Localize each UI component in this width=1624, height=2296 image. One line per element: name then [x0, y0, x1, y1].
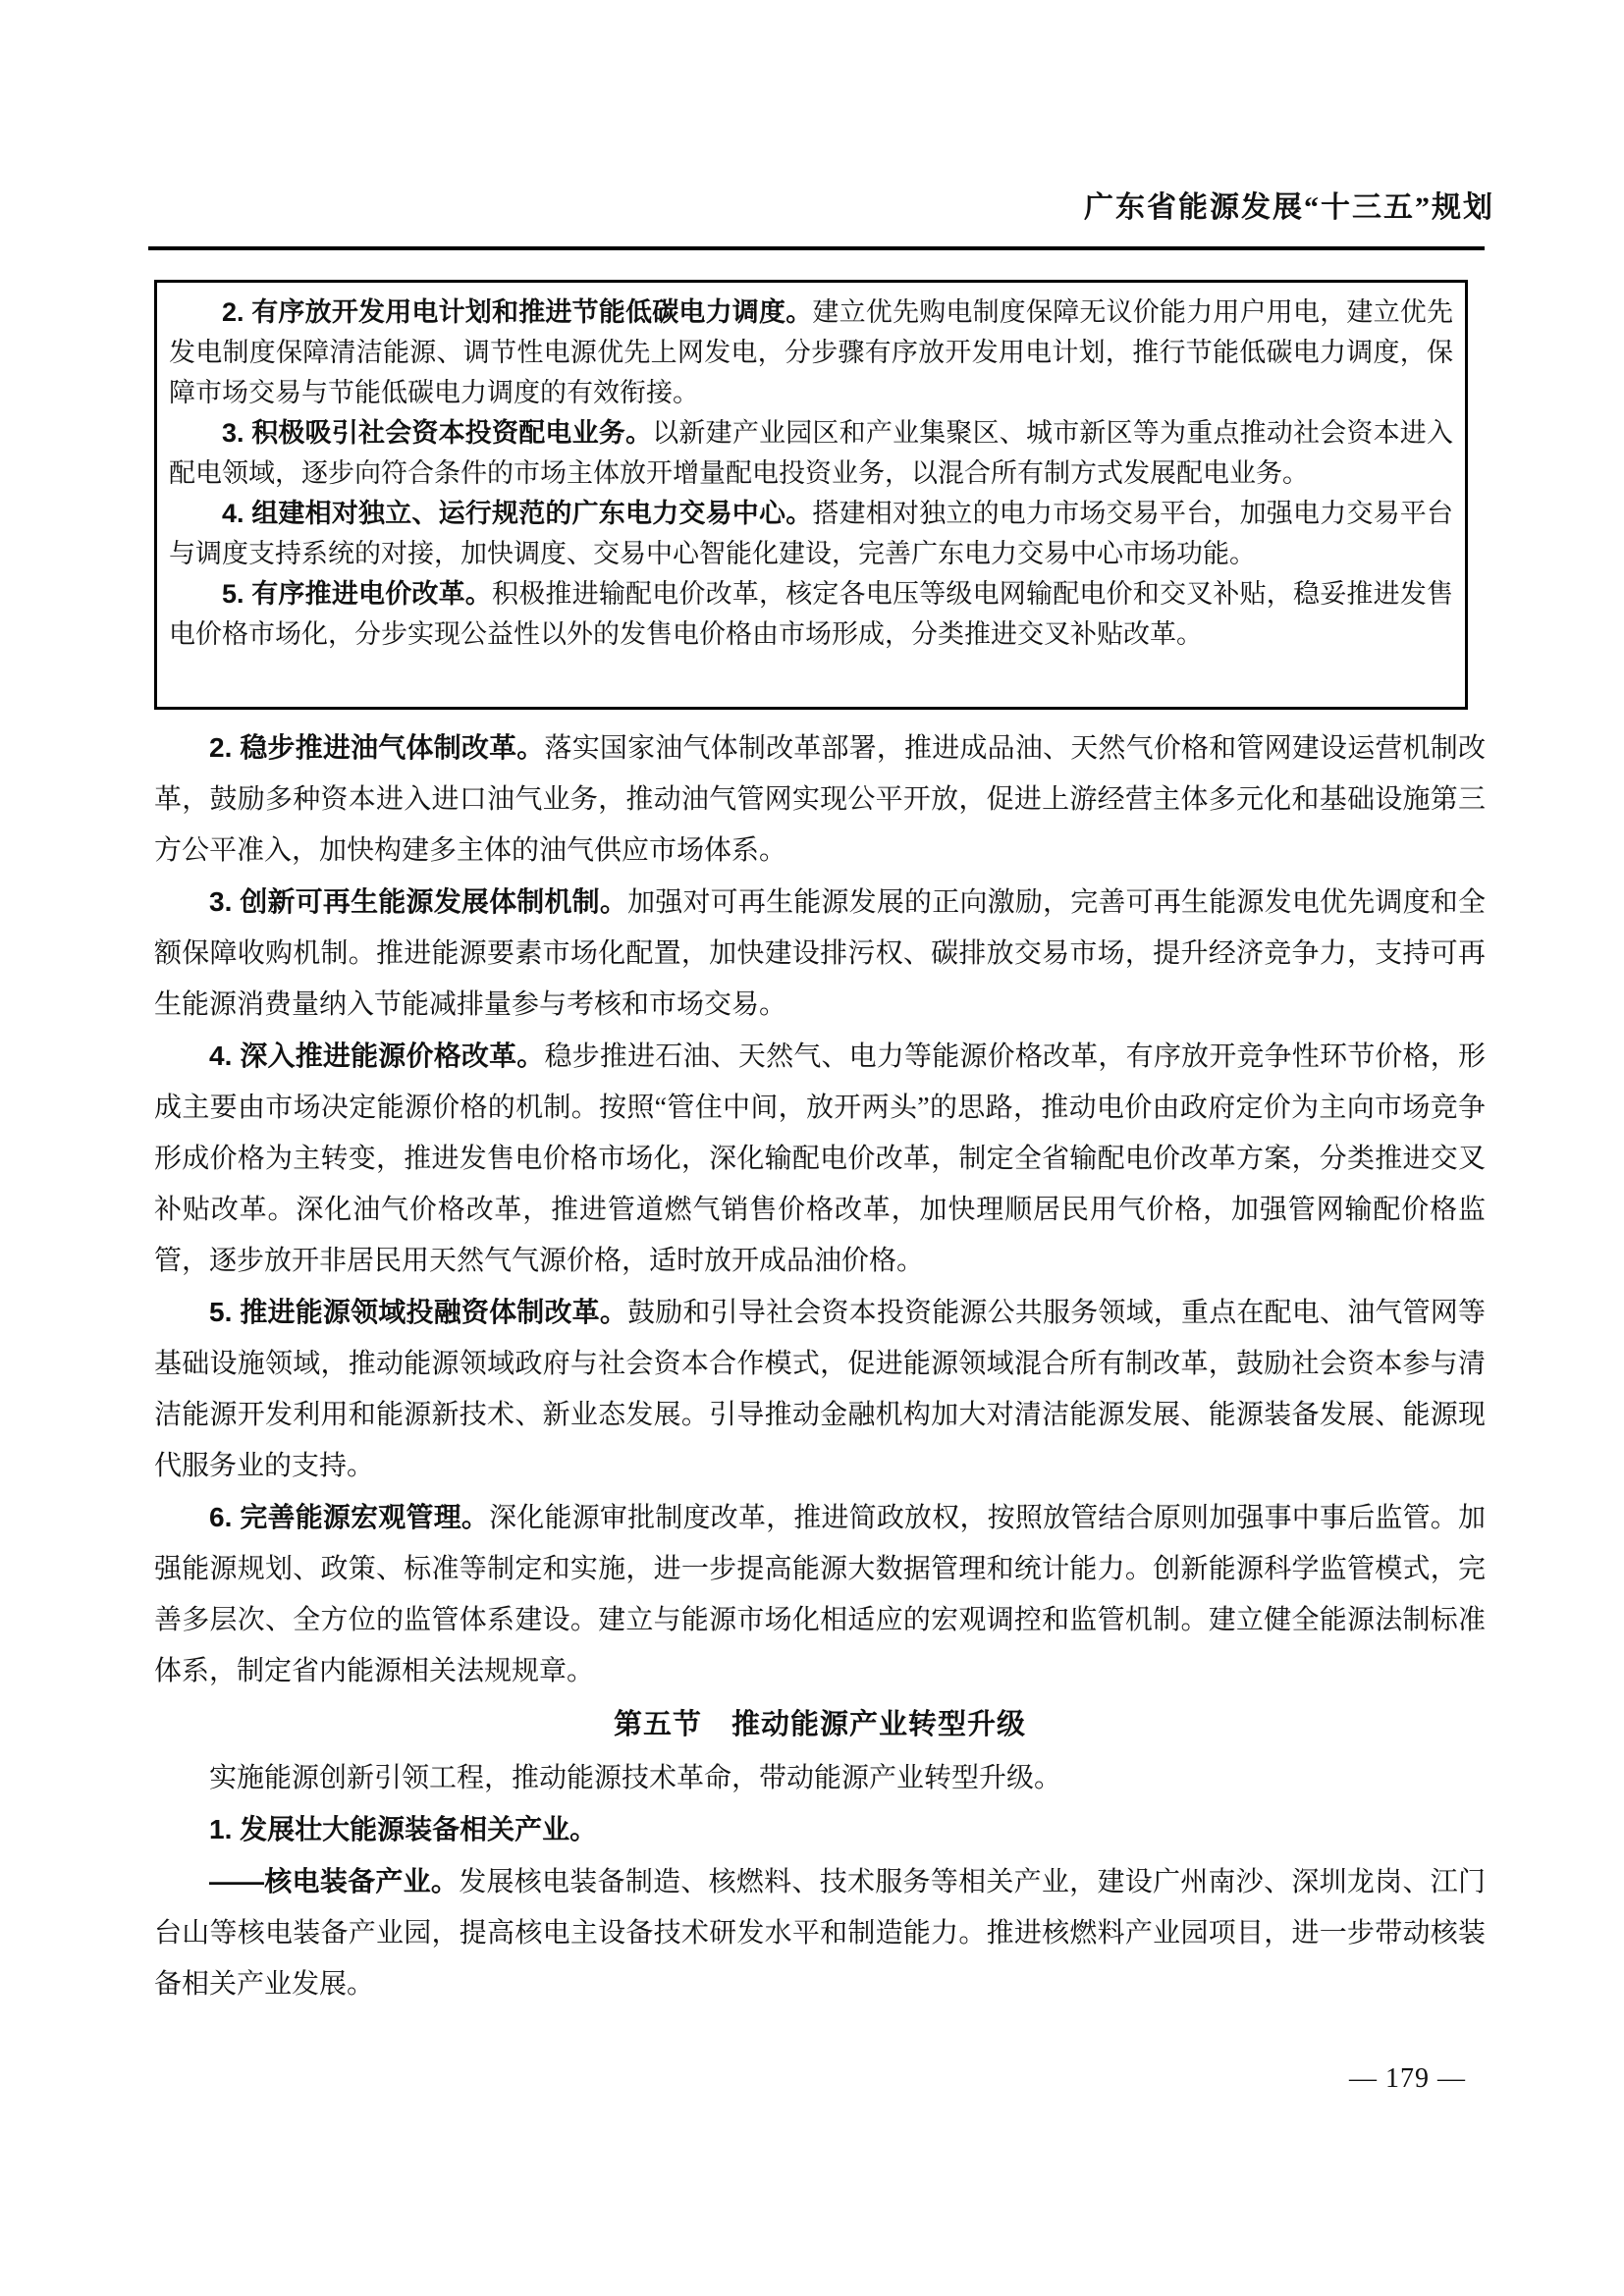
- paragraph-lead: 4. 组建相对独立、运行规范的广东电力交易中心。: [222, 499, 813, 528]
- paragraph-lead: 2. 有序放开发用电计划和推进节能低碳电力调度。: [222, 297, 813, 327]
- body-paragraph: [154, 877, 1486, 1031]
- paragraph-lead: 4. 深入推进能源价格改革。: [209, 1041, 545, 1071]
- body-paragraph: [154, 722, 1486, 877]
- paragraph-lead: 3. 积极吸引社会资本投资配电业务。: [222, 418, 653, 448]
- body-paragraph: [154, 1856, 1486, 2010]
- paragraph-lead: 6. 完善能源宏观管理。: [209, 1502, 490, 1532]
- page-header-title: 广东省能源发展“十三五”规划: [1084, 191, 1494, 224]
- body-paragraph: [154, 1031, 1486, 1287]
- paragraph-text: 实施能源创新引领工程，推动能源技术革命，带动能源产业转型升级。: [209, 1763, 1062, 1793]
- paragraph-text: 建立优先购电制度保障无议价能力用户用电，建立优先发电制度保障清洁能源、调节性电源优先上网发电，分步骤有序放开发用电计划，推行节能低碳电力调度，保障市场交易与节能低碳电力调度的有效衔接。: [169, 297, 1453, 407]
- highlight-box: [154, 280, 1468, 710]
- body-text: [154, 722, 1486, 2010]
- paragraph-text: 以新建产业园区和产业集聚区、城市新区等为重点推动社会资本进入配电领域，逐步向符合条件的市场主体放开增量配电投资业务，以混合所有制方式发展配电业务。: [169, 418, 1453, 488]
- paragraph-text: 深化能源审批制度改革，推进简政放权，按照放管结合原则加强事中事后监管。加强能源规划、政策、标准等制定和实施，进一步提高能源大数据管理和统计能力。创新能源科学监管模式，完善多层次、全方位的监管体系建设。建立与能源市场化相适应的宏观调控和监管机制。建立健全能源法制标准体系，制定省内能源相关法规规章。: [154, 1503, 1486, 1686]
- paragraph-lead: ——核电装备产业。: [209, 1866, 460, 1896]
- section-heading: 第五节 推动能源产业转型升级: [613, 1709, 1026, 1740]
- paragraph-text: 积极推进输配电价改革，核定各电压等级电网输配电价和交叉补贴，稳妥推进发售电价格市场化，分步实现公益性以外的发售电价格由市场形成，分类推进交叉补贴改革。: [169, 579, 1453, 649]
- paragraph-text: 发展核电装备制造、核燃料、技术服务等相关产业，建设广州南沙、深圳龙岗、江门台山等核电装备产业园，提高核电主设备技术研发水平和制造能力。推进核燃料产业园项目，进一步带动核装备相关产业发展。: [154, 1867, 1486, 2000]
- body-paragraph: [154, 1752, 1486, 1804]
- paragraph-lead: 3. 创新可再生能源发展体制机制。: [209, 886, 628, 917]
- page-number: — 179 —: [1349, 2063, 1466, 2094]
- paragraph-lead: 5. 有序推进电价改革。: [222, 579, 493, 609]
- box-paragraph: [169, 413, 1453, 494]
- paragraph-lead: 1. 发展壮大能源装备相关产业。: [209, 1814, 598, 1844]
- paragraph-text: 落实国家油气体制改革部署，推进成品油、天然气价格和管网建设运营机制改革，鼓励多种资本进入进口油气业务，推动油气管网实现公平开放，促进上游经营主体多元化和基础设施第三方公平准入，加快构建多主体的油气供应市场体系。: [154, 733, 1486, 866]
- paragraph-text: 鼓励和引导社会资本投资能源公共服务领域，重点在配电、油气管网等基础设施领域，推动能源领域政府与社会资本合作模式，促进能源领域混合所有制改革，鼓励社会资本参与清洁能源开发利用和能源新技术、新业态发展。引导推动金融机构加大对清洁能源发展、能源装备发展、能源现代服务业的支持。: [154, 1298, 1486, 1481]
- body-paragraph: [154, 1804, 1486, 1856]
- body-paragraph: [154, 1492, 1486, 1697]
- body-paragraph: [154, 1287, 1486, 1492]
- paragraph-text: 稳步推进石油、天然气、电力等能源价格改革，有序放开竞争性环节价格，形成主要由市场决定能源价格的机制。按照“管住中间，放开两头”的思路，推动电价由政府定价为主向市场竞争形成价格为主转变，推进发售电价格市场化，深化输配电价改革，制定全省输配电价改革方案，分类推进交叉补贴改革。深化油气价格改革，推进管道燃气销售价格改革，加快理顺居民用气价格，加强管网输配价格监管，逐步放开非居民用天然气气源价格，适时放开成品油价格。: [154, 1041, 1486, 1276]
- paragraph-lead: 5. 推进能源领域投融资体制改革。: [209, 1297, 628, 1327]
- box-paragraph: [169, 293, 1453, 413]
- paragraph-text: 加强对可再生能源发展的正向激励，完善可再生能源发电优先调度和全额保障收购机制。推进能源要素市场化配置，加快建设排污权、碳排放交易市场，提升经济竞争力，支持可再生能源消费量纳入节能减排量参与考核和市场交易。: [154, 887, 1486, 1020]
- box-paragraph: [169, 574, 1453, 655]
- paragraph-lead: 2. 稳步推进油气体制改革。: [209, 732, 545, 763]
- paragraph-text: 搭建相对独立的电力市场交易平台，加强电力交易平台与调度支持系统的对接，加快调度、交易中心智能化建设，完善广东电力交易中心市场功能。: [169, 499, 1453, 568]
- box-paragraph: [169, 494, 1453, 574]
- header-rule-divider: [148, 246, 1485, 250]
